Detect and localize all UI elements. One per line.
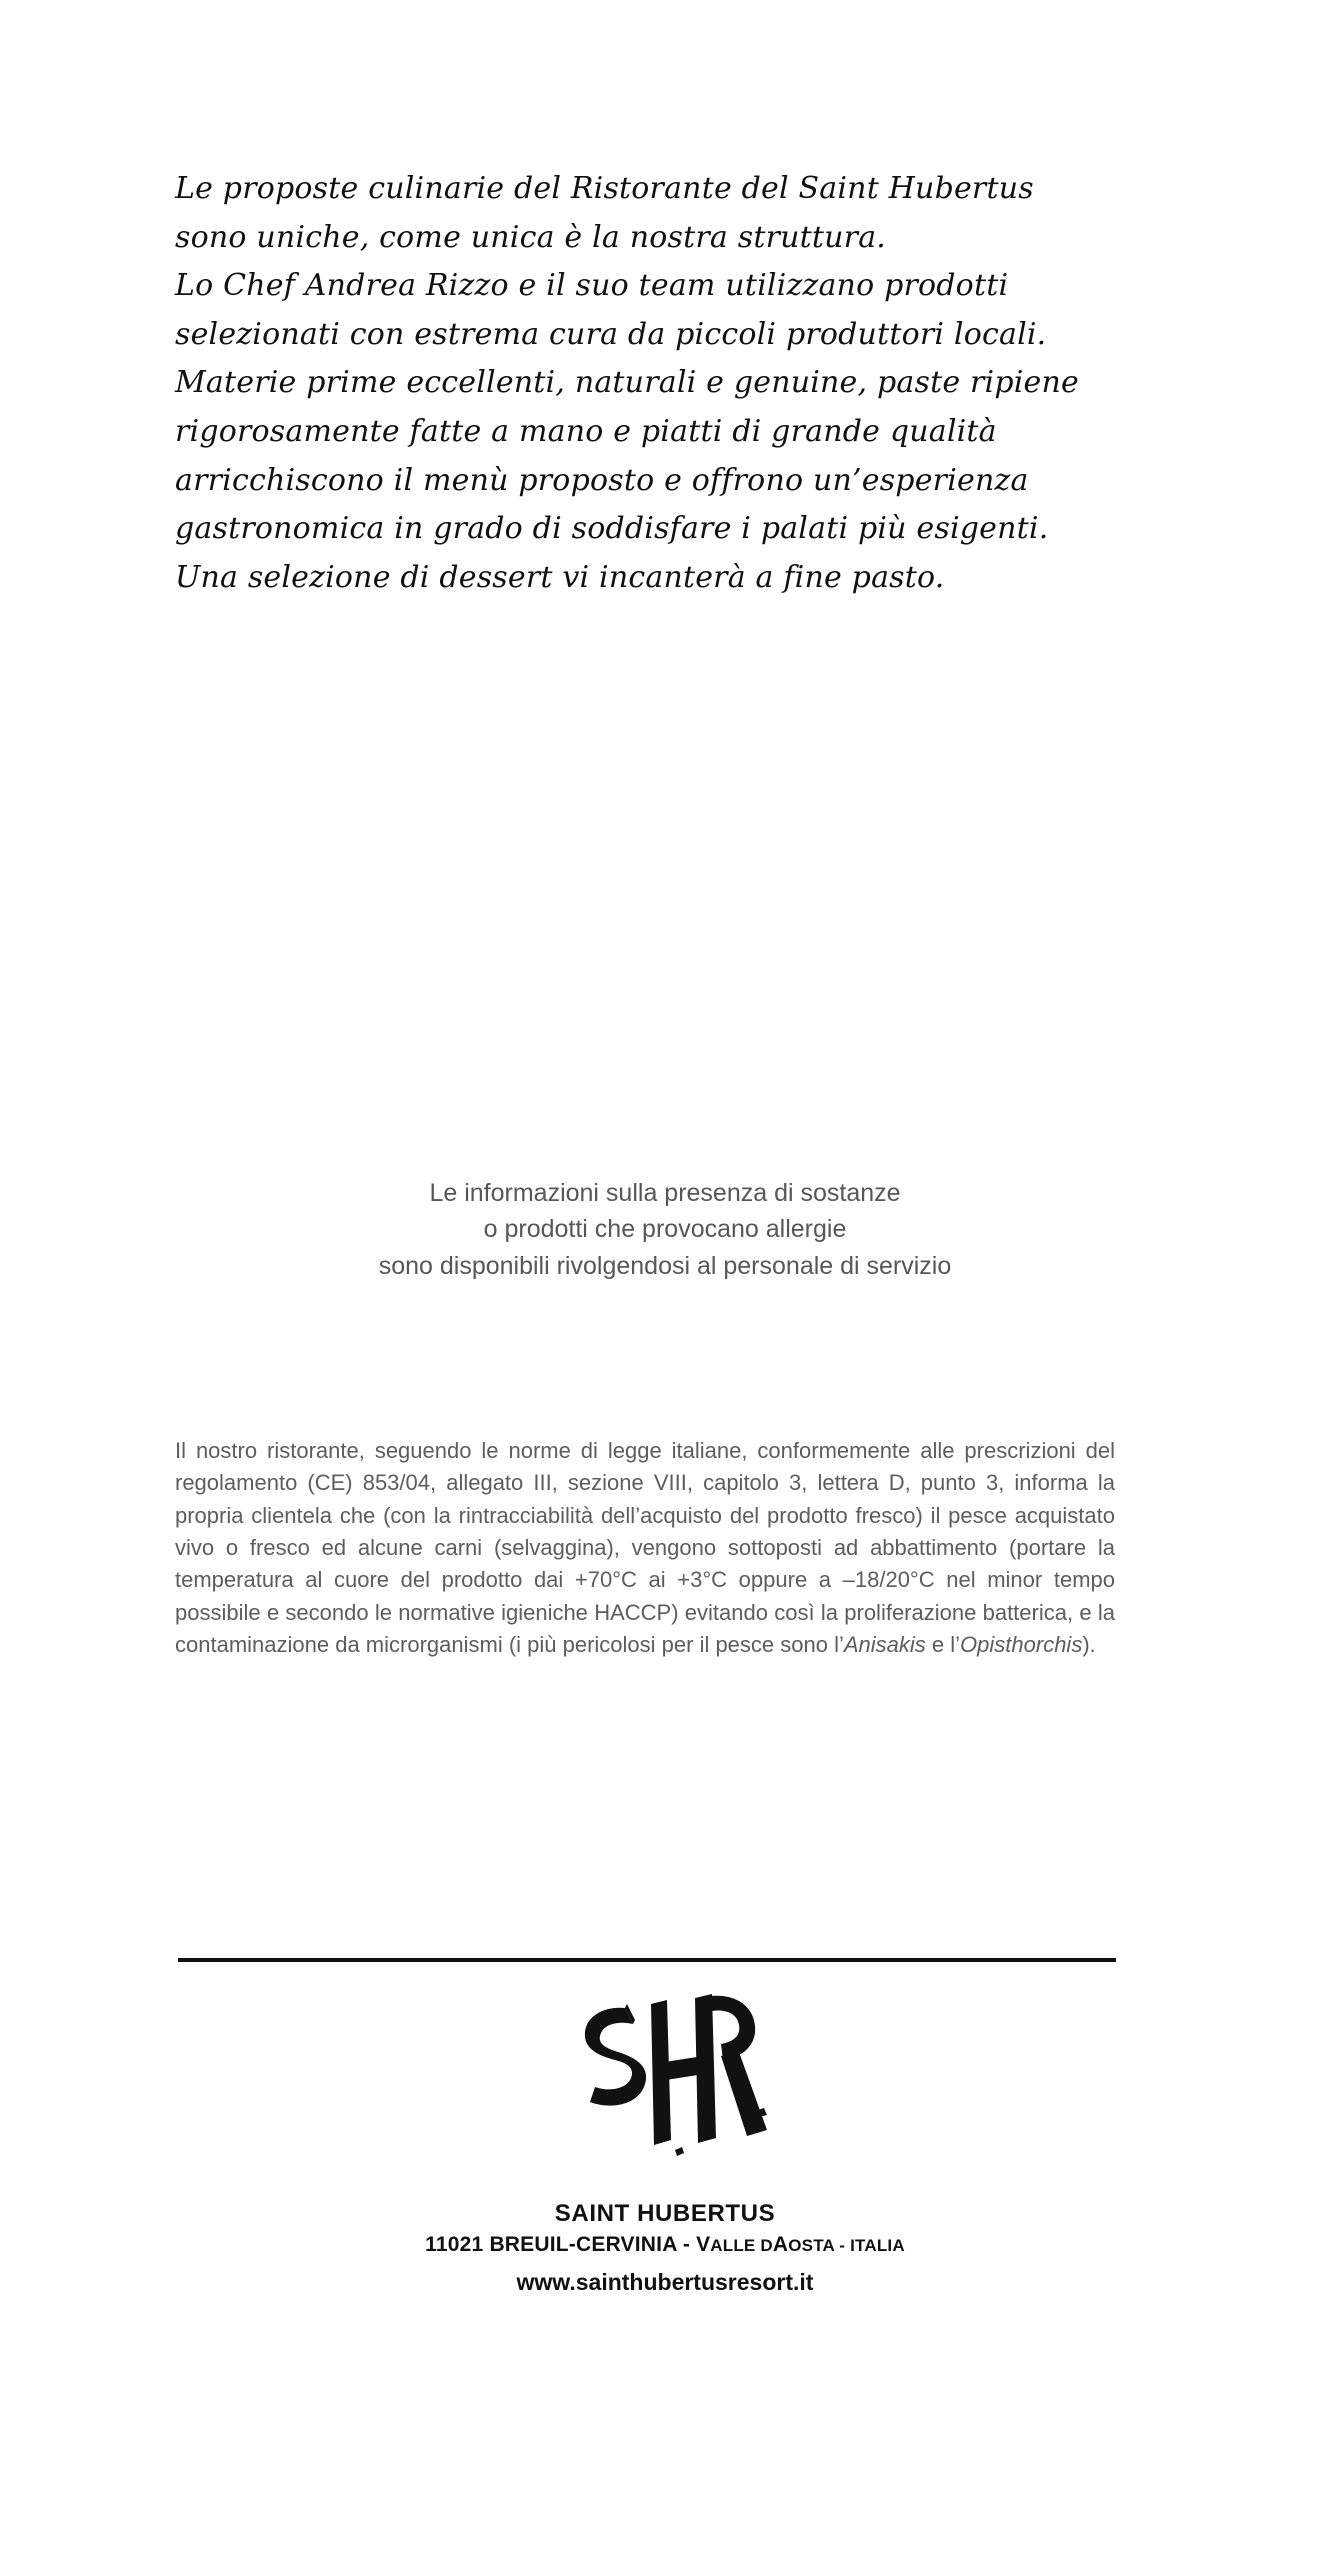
allergen-notice (0, 1175, 1330, 1284)
footer-address-region-rest: ALLE D (710, 2236, 773, 2255)
footer-divider (178, 1958, 1116, 1962)
intro-line: Le proposte culinarie del Ristorante del Saint Hubertus (175, 171, 1034, 206)
intro-text-block (175, 165, 1155, 602)
footer-address-region-v: V (696, 2233, 711, 2256)
intro-line: Lo Chef Andrea Rizzo e il suo team utilizzano prodotti (175, 268, 1009, 304)
saint-hubertus-shr-monogram-icon (555, 1990, 775, 2175)
footer-address-country: TALIA (855, 2236, 905, 2255)
allergen-notice-line: o prodotti che provocano allergie (483, 1215, 847, 1244)
legal-italic-opisthorchis: Opisthorchis (960, 1631, 1083, 1657)
footer-address (0, 2233, 1330, 2257)
footer-brand: SAINT HUBERTUS (554, 2200, 776, 2227)
intro-line: Una selezione di dessert vi incanterà a fine pasto. (175, 559, 945, 595)
footer-address-city: 11021 BREUIL-CERVINIA - (425, 2233, 697, 2256)
footer-address-region-osta: OSTA - I (788, 2236, 856, 2255)
legal-text-part-3: ). (1082, 1631, 1096, 1657)
legal-paragraph (175, 1435, 1115, 1661)
intro-line: Materie prime eccellenti, naturali e genuine, paste ripiene (175, 365, 1079, 401)
intro-line: sono uniche, come unica è la nostra struttura. (175, 219, 887, 255)
intro-line: rigorosamente fatte a mano e piatti di grande qualità (175, 413, 997, 449)
intro-line: gastronomica in grado di soddisfare i palati più esigenti. (175, 511, 1049, 547)
legal-italic-anisakis: Anisakis (843, 1631, 926, 1657)
allergen-notice-line: sono disponibili rivolgendosi al personale di servizio (378, 1251, 952, 1280)
allergen-notice-line: Le informazioni sulla presenza di sostanze (429, 1179, 901, 1207)
footer-website[interactable]: www.sainthubertusresort.it (516, 2269, 814, 2295)
logo (0, 1990, 1330, 2175)
footer-address-region-a: A (772, 2233, 789, 2256)
legal-text-part-1: Il nostro ristorante, seguendo le norme di legge italiane, conformemente alle prescrizioni del regolamento (CE) 853/04, allegato III, sezione VIII, capitolo 3, lettera D, punto 3, informa la propria clientela che (con la rintracciabilità dell’acquisto del prodotto fresco) il pesce acquistato vivo o fresco ed alcune carni (selvaggina), vengono sottoposti ad abbattimento (portare la temperatura al cuore del prodotto dai +70°C ai +3°C oppure a –18/20°C nel minor tempo possibile e secondo le normative igieniche HACCP) evitando così la proliferazione batterica, e la contaminazione da microrganismi (i più pericolosi per il pesce sono l’ (175, 1438, 1115, 1657)
footer (0, 2200, 1330, 2296)
legal-text-part-2: e l’ (925, 1631, 961, 1657)
intro-line: arricchiscono il menù proposto e offrono un’esperienza (175, 462, 1029, 498)
intro-line: selezionati con estrema cura da piccoli produttori locali. (175, 316, 1047, 352)
legal-disclaimer (175, 1435, 1115, 1661)
